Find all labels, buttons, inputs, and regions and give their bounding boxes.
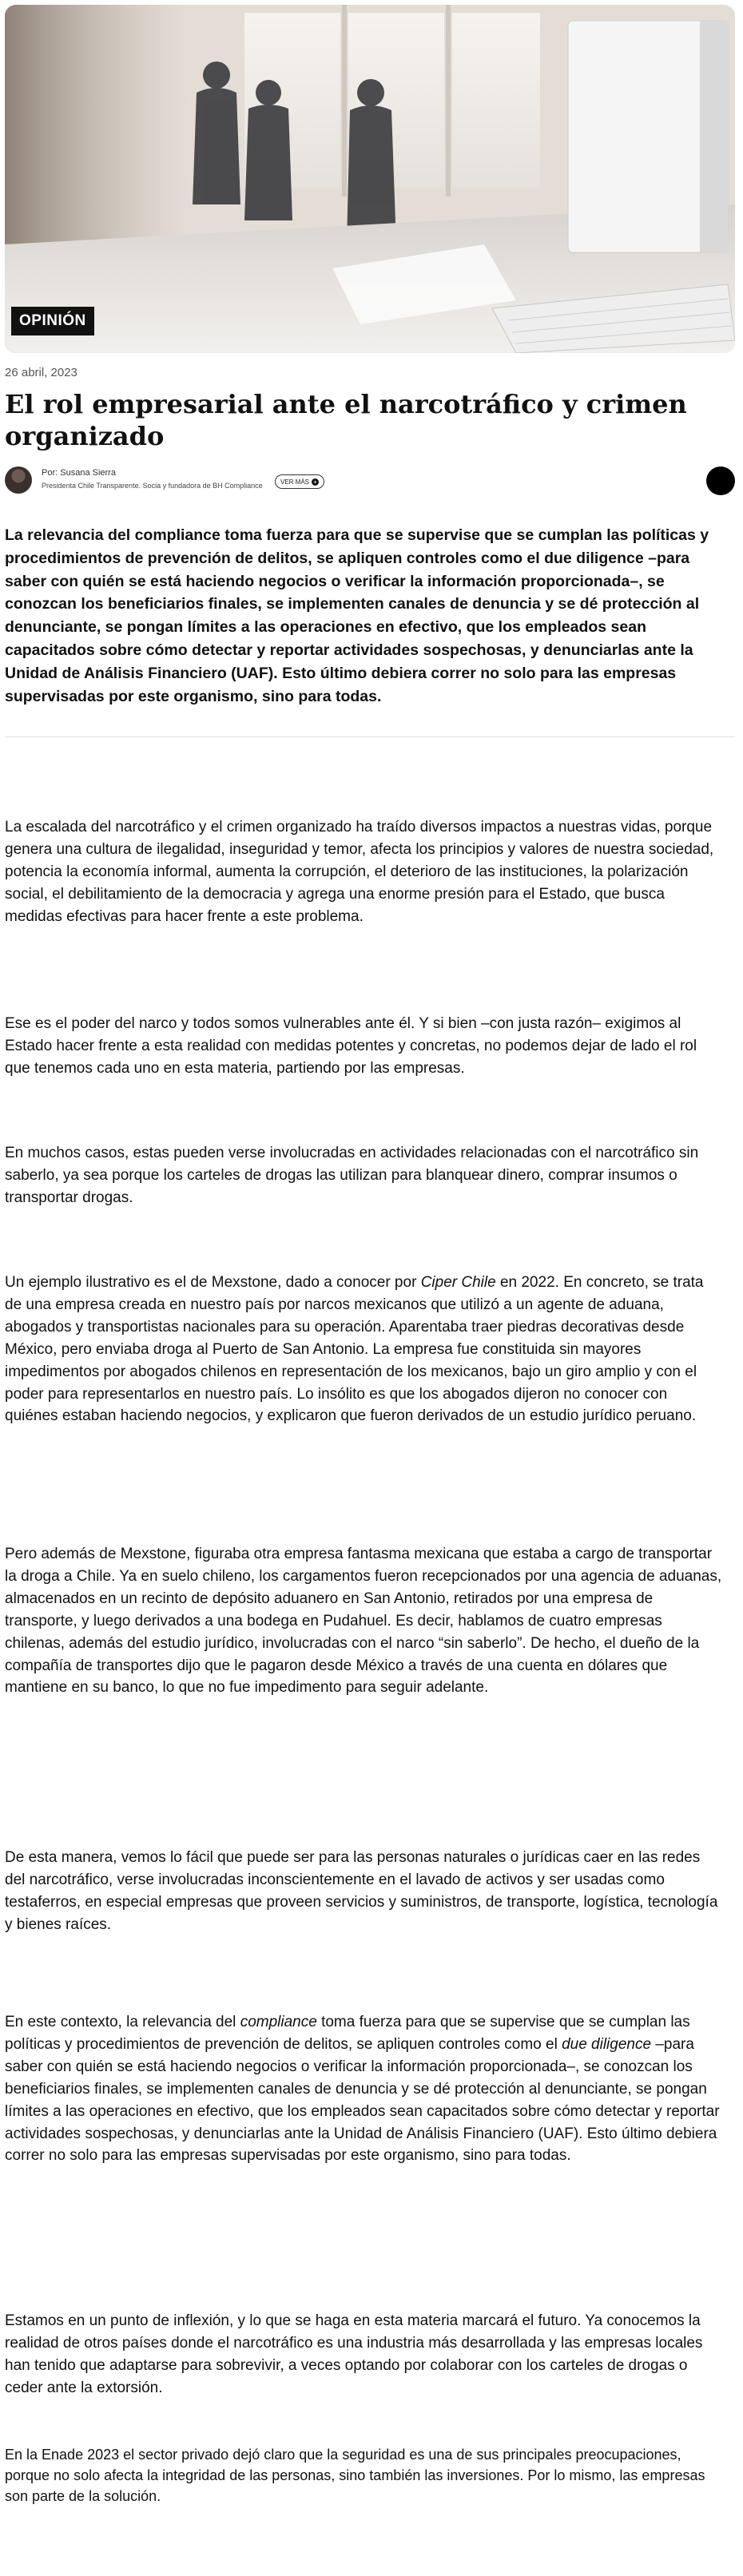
text: toma fuerza para que se supervise que se cumplan las políticas y procedimientos de prevención de delitos, se apliquen controles como el <box>5 2014 690 2053</box>
category-badge[interactable]: OPINIÓN <box>11 307 94 335</box>
text: –para saber con quién se está haciendo negocios o verificar la información proporcionada–, se conozcan los beneficiarios finales, se implementen canales de denuncia y se dé protección al denunciante, se pongan límites a las operaciones en efectivo, que los empleados sean capacitados sobre cómo detectar y reportar actividades sospechosas, y denunciarlas ante la Unidad de Análisis Financiero (UAF). Esto último debiera correr no solo para las empresas supervisadas por este organismo, sino para todas. <box>5 2035 720 2165</box>
publish-date: 26 abril, 2023 <box>5 366 77 379</box>
paragraph: Ese es el poder del narco y todos somos vulnerables ante él. Y si bien –con justa razón– exigimos al Estado hacer frente a esta realidad con medidas potentes y concretas, no podemos dejar de lado el rol que tenemos cada uno en esta materia, partiendo por las empresas. <box>5 1015 697 1077</box>
author-name-line <box>42 468 116 478</box>
hero-image <box>5 5 735 353</box>
paragraph: En la Enade 2023 el sector privado dejó claro que la seguridad es una de sus principales preocupaciones, porque no solo afecta la integridad de las personas, sino también las inversiones. Por lo mismo, las empresas son parte de la solución. <box>5 2447 705 2504</box>
text: Un ejemplo ilustrativo es el de Mexstone, dado a conocer por <box>5 1274 421 1291</box>
author-prefix: Por: <box>42 468 58 478</box>
paragraph <box>5 1272 724 1427</box>
emphasis: due diligence <box>562 2035 652 2053</box>
paragraph: De esta manera, vemos lo fácil que puede ser para las personas naturales o jurídicas caer en las redes del narcotráfico, verse involucradas inconscientemente en el lavado de activos y ser usadas como testaferros, en especial empresas que proveen servicios y suministros, de transporte, logística, tecnología y bienes raíces. <box>5 1849 718 1933</box>
divider <box>5 736 735 737</box>
paragraph: Estamos en un punto de inflexión, y lo que se haga en esta materia marcará el futuro. Ya conocemos la realidad de otros países donde el narcotráfico es una industria más desarrollada y las empresas locales han tenido que adaptarse para sobrevivir, a veces optando por colaborar con los carteles de drogas o ceder ante la extorsión. <box>5 2312 703 2396</box>
author-name[interactable]: Susana Sierra <box>60 468 116 478</box>
article-title: El rol empresarial ante el narcotráfico y crimen organizado <box>5 389 687 451</box>
paragraph: En muchos casos, estas pueden verse involucradas en actividades relacionadas con el narcotráfico sin saberlo, ya sea porque los carteles de drogas las utilizan para blanquear dinero, comprar insumos o transportar drogas. <box>5 1145 699 1206</box>
see-more-button[interactable] <box>275 474 324 489</box>
paragraph <box>5 2011 724 2167</box>
office-meeting-photo <box>5 5 735 353</box>
byline <box>5 465 735 497</box>
text: En este contexto, la relevancia del <box>5 2014 240 2030</box>
paragraph: Pero además de Mexstone, figuraba otra empresa fantasma mexicana que estaba a cargo de transportar la droga a Chile. Ya en suelo chileno, los cargamentos fueron recepcionados por una agencia de aduanas, almacenados en un recinto de depósito aduanero en San Antonio, retirados por una empresa de transporte, y luego derivados a una bodega en Pudahuel. Es decir, hablamos de cuatro empresas chilenas, además del estudio jurídico, involucradas con el narco “sin saberlo”. De hecho, el dueño de la compañía de transportes dijo que le pagaron desde México a través de una cuenta en dólares que mantiene en su banco, lo que no fue impedimento para seguir adelante. <box>5 1546 722 1697</box>
author-avatar <box>5 466 32 494</box>
share-button[interactable] <box>706 466 735 495</box>
emphasis: compliance <box>240 2014 317 2030</box>
see-more-label: VER MÁS <box>280 478 310 486</box>
article-lead: La relevancia del compliance toma fuerza para que se supervise que se cumplan las políticas y procedimientos de prevención de delitos, se apliquen controles como el due diligence –para saber con quién se está haciendo negocios o verificar la información proporcionada–, se conozcan los beneficiarios finales, se implementen canales de denuncia y se dé protección al denunciante, se pongan límites a las operaciones en efectivo, que los empleados sean capacitados sobre cómo detectar y reportar actividades sospechosas, y denunciarlas ante la Unidad de Análisis Financiero (UAF). Esto último debiera correr no solo para las empresas supervisadas por este organismo, sino para todas. <box>5 526 709 705</box>
author-role: Presidenta Chile Transparente. Socia y fundadora de BH Compliance <box>42 482 263 490</box>
paragraph: La escalada del narcotráfico y el crimen organizado ha traído diversos impactos a nuestras vidas, porque genera una cultura de ilegalidad, inseguridad y temor, afecta los principios y valores de nuestra sociedad, potencia la economía informal, aumenta la corrupción, el deterioro de las instituciones, la polarización social, el debilitamiento de la democracia y agrega una enorme presión para el Estado, que busca medidas efectivas para hacer frente a este problema. <box>5 819 714 925</box>
emphasis: Ciper Chile <box>420 1274 496 1291</box>
plus-icon: + <box>312 478 319 486</box>
text: en 2022. En concreto, se trata de una empresa creada en nuestro país por narcos mexicanos que utilizó a un agente de aduana, abogados y transportistas nacionales para su operación. Aparentaba traer piedras decorativas desde México, pero enviaba droga al Puerto de San Antonio. La empresa fue constituida sin mayores impedimentos por abogados chilenos en representación de los mexicanos, bajo un giro amplio y con el poder para representarlos en nuestro país. Lo insólito es que los abogados dijeron no conocer con quiénes estaban haciendo negocios, y explicaron que fueron derivados de un estudio jurídico peruano. <box>5 1274 704 1425</box>
